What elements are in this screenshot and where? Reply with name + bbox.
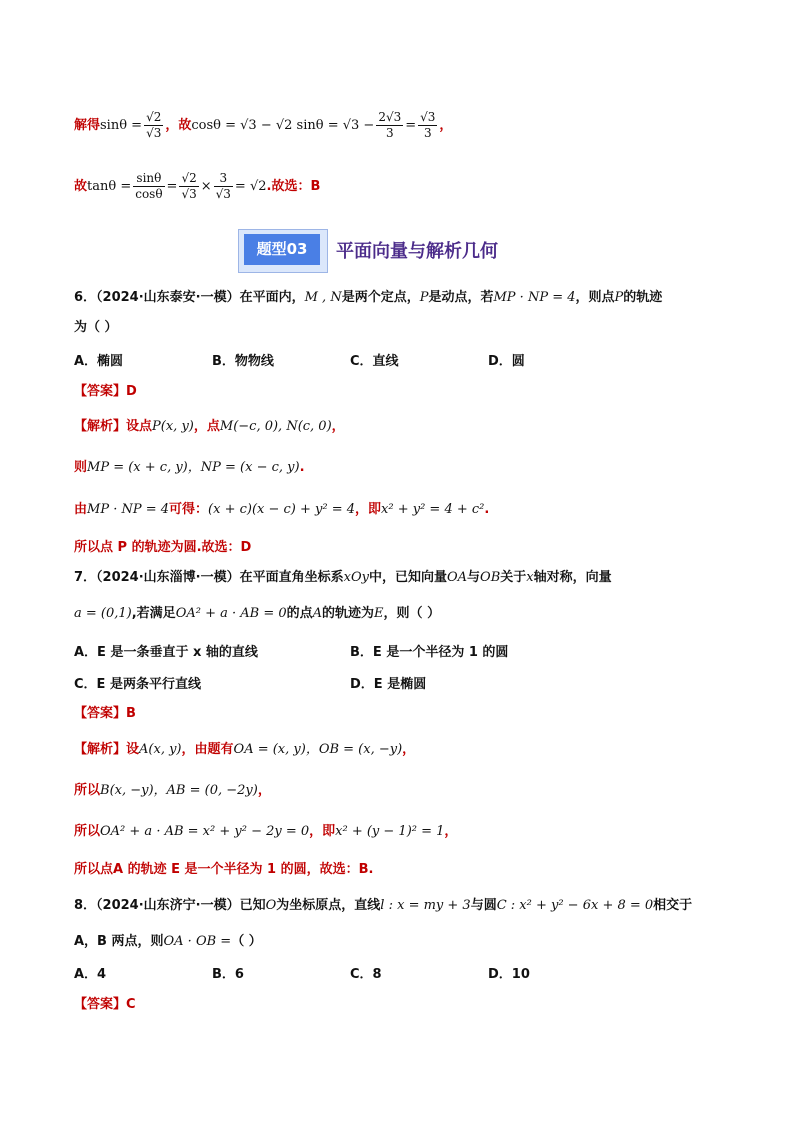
q7-analysis-line-3: 所以OA² + a · AB = x² + y² − 2y = 0，即x² + (y − 1)² = 1， bbox=[74, 824, 458, 839]
q7-option-c: C．E 是两条平行直线 bbox=[74, 677, 201, 692]
q6-answer: 【答案】D bbox=[74, 384, 137, 399]
q6-analysis-line-4: 所以点 P 的轨迹为圆.故选：D bbox=[74, 540, 252, 555]
q6-option-c: C．直线 bbox=[350, 354, 399, 369]
q8-stem-line-2: A，B 两点，则OA · OB =（ ） bbox=[74, 934, 262, 949]
q8-answer: 【答案】C bbox=[74, 997, 136, 1012]
fraction: $\frac{3}{√3}$ bbox=[215, 171, 231, 201]
q7-analysis-line-1: 【解析】设A(x, y)，由题有OA = (x, y)，OB = (x, −y)， bbox=[74, 742, 416, 757]
fraction: $\frac{√2}{√3}$ bbox=[181, 171, 197, 201]
q6-option-b: B．物物线 bbox=[212, 354, 274, 369]
section-title: 平面向量与解析几何 bbox=[336, 241, 498, 262]
fraction: $\frac{√3}{3}$ bbox=[420, 110, 436, 140]
q6-analysis-line-1: 【解析】设点P(x, y)，点M(−c, 0), N(c, 0)， bbox=[74, 419, 345, 434]
q7-stem-line-1: 7．（2024·山东淄博·一模）在平面直角坐标系xOy中，已知向量OA与OB关于x轴对称，向量 bbox=[74, 570, 612, 585]
q8-option-c: C．8 bbox=[350, 967, 382, 982]
q6-stem-line-2: 为（ ） bbox=[74, 320, 118, 335]
q6-option-a: A．椭圆 bbox=[74, 354, 124, 369]
q8-stem-line-1: 8．（2024·山东济宁·一模）已知O为坐标原点，直线l : x = my + 3与圆C : x² + y² − 6x + 8 = 0相交于 bbox=[74, 898, 693, 913]
q8-option-a: A．4 bbox=[74, 967, 107, 982]
q8-option-b: B．6 bbox=[212, 967, 244, 982]
q7-analysis-line-4: 所以点A 的轨迹 E 是一个半径为 1 的圆，故选：B. bbox=[74, 862, 374, 877]
section-badge: 题型03 bbox=[244, 234, 320, 265]
solution-line-2: 故tanθ = $\frac{\sin\theta}{\cos\theta}$ = $\frac{√2}{√3}$ × $\frac{3}{√3}$ = √2.故选：B bbox=[74, 171, 321, 201]
q6-option-d: D．圆 bbox=[488, 354, 525, 369]
solution-line-1: 解得sinθ = $\frac{√2}{√3}$ ，故cosθ = √3 − √2 sinθ = √3 − $\frac{2√3}{3}$ = $\frac{√3}{3}$ ， bbox=[74, 110, 453, 140]
q8-option-d: D．10 bbox=[488, 967, 530, 982]
q7-analysis-line-2: 所以B(x, −y)，AB = (0, −2y)， bbox=[74, 783, 271, 798]
q7-stem-line-2: a = (0,1),若满足OA² + a · AB = 0的点A的轨迹为E，则（ ） bbox=[74, 606, 441, 621]
q7-option-a: A．E 是一条垂直于 x 轴的直线 bbox=[74, 645, 258, 660]
q6-analysis-line-2: 则MP = (x + c, y)，NP = (x − c, y). bbox=[74, 460, 305, 475]
q7-option-b: B．E 是一个半径为 1 的圆 bbox=[350, 645, 509, 660]
q7-answer: 【答案】B bbox=[74, 706, 136, 721]
q6-stem-line-1: 6．（2024·山东泰安·一模）在平面内，M , N是两个定点，P是动点，若MP · NP = 4，则点P的轨迹 bbox=[74, 290, 663, 305]
fraction: $\frac{2√3}{3}$ bbox=[378, 110, 402, 140]
q6-analysis-line-3: 由MP · NP = 4可得：(x + c)(x − c) + y² = 4，即x² + y² = 4 + c². bbox=[74, 502, 490, 517]
q7-option-d: D．E 是椭圆 bbox=[350, 677, 427, 692]
fraction: $\frac{\sin\theta}{\cos\theta}$ bbox=[135, 171, 163, 201]
fraction: $\frac{√2}{√3}$ bbox=[146, 110, 162, 140]
